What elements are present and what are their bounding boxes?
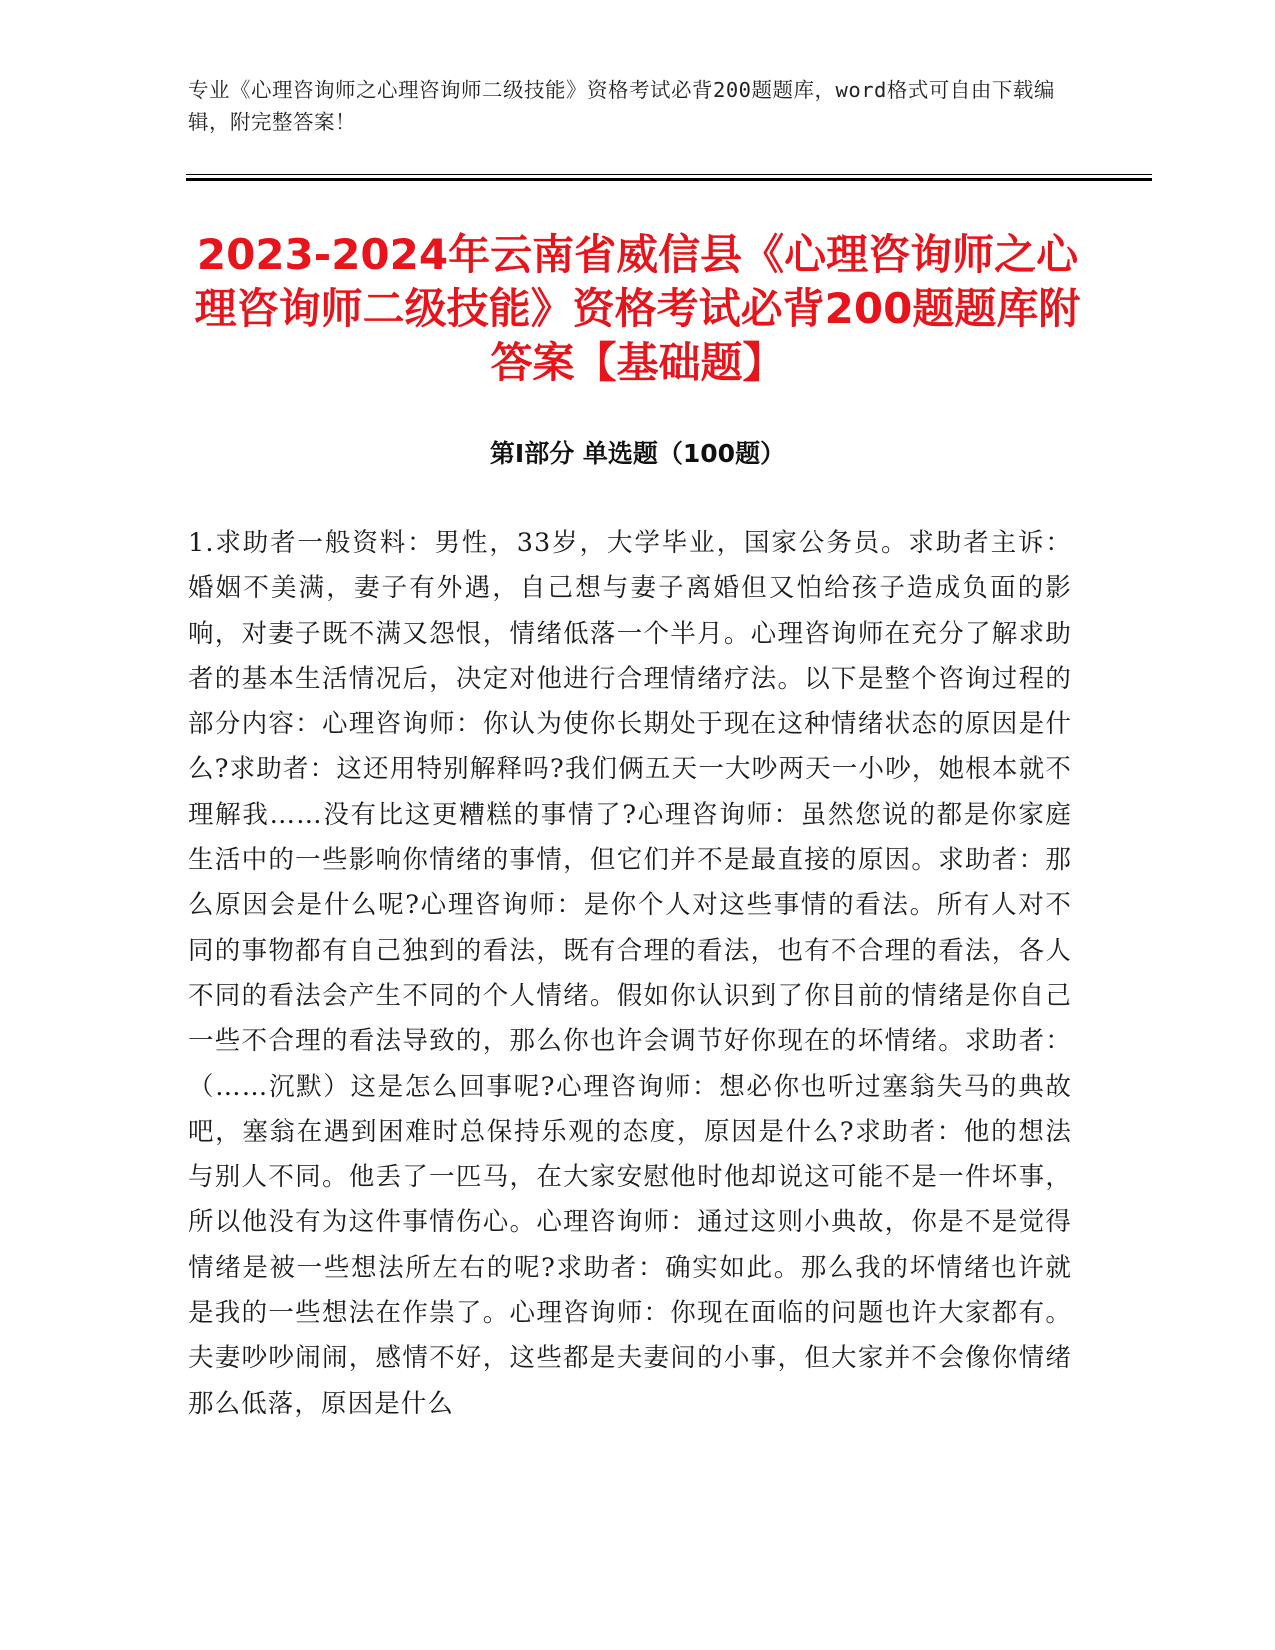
question-text: 1.求助者一般资料：男性，33岁，大学毕业，国家公务员。求助者主诉：婚姻不美满，妻子有外遇，自己想与妻子离婚但又怕给孩子造成负面的影响，对妻子既不满又怨恨，情绪低落一个半月。心理咨询师在充分了解求助者的基本生活情况后，决定对他进行合理情绪疗法。以下是整个咨询过程的部分内容：心理咨询师：你认为使你长期处于现在这种情绪状态的原因是什么?求助者：这还用特别解释吗?我们俩五天一大吵两天一小吵，她根本就不理解我……没有比这更糟糕的事情了?心理咨询师：虽然您说的都是你家庭生活中的一些影响你情绪的事情，但它们并不是最直接的原因。求助者：那么原因会是什么呢?心理咨询师：是你个人对这些事情的看法。所有人对不同的事物都有自己独到的看法，既有合理的看法，也有不合理的看法，各人不同的看法会产生不同的个人情绪。假如你认识到了你目前的情绪是你自己一些不合理的看法导致的，那么你也许会调节好你现在的坏情绪。求助者：（……沉默）这是怎么回事呢?心理咨询师：想必你也听过塞翁失马的典故吧，塞翁在遇到困难时总保持乐观的态度，原因是什么?求助者：他的想法与别人不同。他丢了一匹马，在大家安慰他时他却说这可能不是一件坏事，所以他没有为这件事情伤心。心理咨询师：通过这则小典故，你是不是觉得情绪是被一些想法所左右的呢?求助者：确实如此。那么我的坏情绪也许就是我的一些想法在作祟了。心理咨询师：你现在面临的问题也许大家都有。夫妻吵吵闹闹，感情不好，这些都是夫妻间的小事，但大家并不会像你情绪那么低落，原因是什么 (188, 528, 1072, 1419)
header-divider-thick (186, 178, 1152, 181)
document-title: 2023-2024年云南省威信县《心理咨询师之心理咨询师二级技能》资格考试必背200题题库附答案【基础题】 (194, 230, 1081, 387)
header-note: 专业《心理咨询师之心理咨询师二级技能》资格考试必背200题题库，word格式可自由下载编辑，附完整答案！ (188, 78, 1055, 134)
header-divider-thin (186, 174, 1152, 175)
section-heading: 第Ⅰ部分 单选题（100题） (489, 439, 786, 468)
